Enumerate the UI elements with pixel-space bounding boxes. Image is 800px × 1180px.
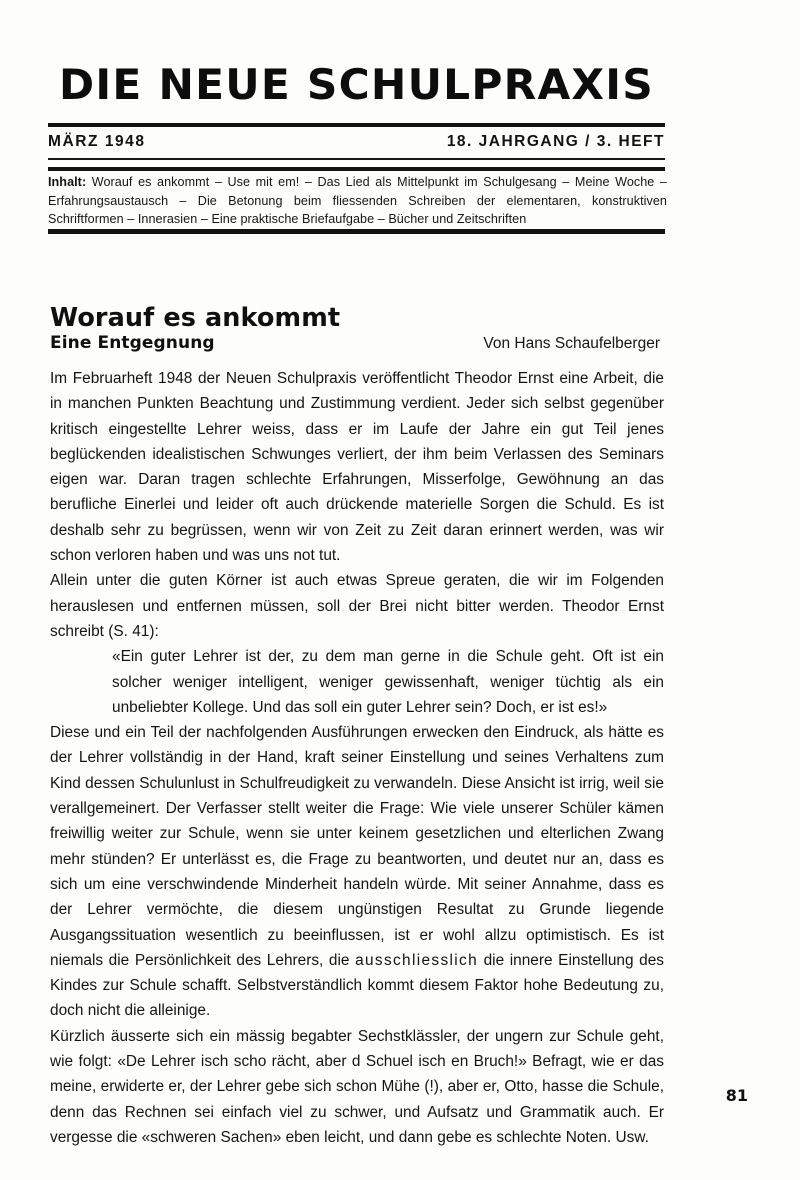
issue-rule-bottom-thin — [48, 158, 665, 160]
page-number: 81 — [725, 1086, 748, 1105]
paragraph-1: Im Februarheft 1948 der Neuen Schulpraxis veröffentlicht Theodor Ernst eine Arbeit, die in manchen Punkten Beachtung und Zustimmung verdient. Jeder sich selbst gegenüber kritisch eingestellte Lehrer weiss, dass er im Laufe der Jahre ein gut Teil jenes beglückenden idealistischen Schwunges verliert, der ihm beim Verlassen des Seminars eigen war. Daran tragen schlechte Erfahrungen, Misserfolge, Gewöhnung an das berufliche Einerlei und leider oft auch drückende materielle Sorgen die Schuld. Es ist deshalb sehr zu begrüssen, wenn wir von Zeit zu Zeit daran erinnert werden, was wir schon verloren haben und was uns not tut. — [50, 370, 664, 565]
paragraph-3 — [50, 720, 664, 1024]
paragraph-3-part-b: die innere Einstellung des Kindes zur Schule schafft. Selbstverständlich kommt diesem Faktor hohe Bedeutung zu, doch nicht die alleinige. — [50, 951, 664, 1020]
contents-label: Inhalt: — [48, 175, 87, 189]
contents-rule-top — [48, 167, 665, 171]
article-subhead-row — [50, 333, 662, 353]
contents-rule-bottom — [48, 229, 665, 234]
issue-volume: 18. JAHRGANG / 3. HEFT — [446, 133, 665, 150]
emphasized-word: ausschliesslich — [355, 951, 478, 969]
article-byline: Von Hans Schaufelberger — [483, 335, 660, 352]
article-subtitle: Eine Entgegnung — [50, 333, 215, 353]
paragraph-4: Kürzlich äusserte sich ein mässig begabter Sechstklässler, der ungern zur Schule geht, wie folgt: «De Lehrer isch scho rächt, aber d Schuel isch en Bruch!» Befragt, wie er das meine, erwiderte er, der Lehrer gebe sich schon Mühe (!), aber er, Otto, hasse die Schule, denn das Rechnen sei einfach viel zu schwer, und Aufsatz und Grammatik auch. Er vergesse die «schweren Sachen» eben leicht, und dann gebe es schlechte Noten. Usw. — [50, 1027, 664, 1146]
paragraph-3-part-a: Diese und ein Teil der nachfolgenden Ausführungen erwecken den Eindruck, als hätte es der Lehrer vollständig in der Hand, kraft seiner Einstellung und seines Verhaltens zum Kind dessen Schulunlust in Schulfreudigkeit zu verwandeln. Diese Ansicht ist irrig, weil sie verallgemeinert. Der Verfasser stellt weiter die Frage: Wie viele unserer Schüler kämen freiwillig weiter zur Schule, wenn sie unter keinem gesetzlichen und elterlichen Zwang mehr stünden? Er unterlässt es, die Frage zu beantworten, und deutet nur an, dass es sich um eine verschwindende Minderheit handeln würde. Mit seiner Annahme, dass es der Lehrer vermöchte, die diesem ungünstigen Resultat zu Grunde liegende Ausgangssituation wesentlich zu beeinflussen, ist er wohl allzu optimistisch. Es ist niemals die Persönlichkeit des Lehrers, die — [50, 724, 664, 969]
block-quotation: «Ein guter Lehrer ist der, zu dem man gerne in die Schule geht. Oft ist ein solcher weniger intelligent, weniger gewissenhaft, weniger tüchtig als ein unbeliebter Kollege. Und das soll ein guter Lehrer sein? Doch, er ist es!» — [112, 648, 664, 716]
article-body — [50, 366, 664, 1150]
journal-title: DIE NEUE SCHULPRAXIS — [59, 60, 654, 109]
issue-date: MÄRZ 1948 — [48, 133, 146, 150]
masthead-rule-top — [48, 123, 665, 127]
masthead — [48, 60, 665, 109]
contents-text: Worauf es ankommt – Use mit em! – Das Lied als Mittelpunkt im Schulgesang – Meine Woche – Erfahrungsaustausch – Die Betonung beim fliessenden Schreiben der elementaren, konstruktiven Schriftformen – Innerasien – Eine praktische Briefaufgabe – Bücher und Zeitschriften — [48, 175, 667, 227]
issue-line — [48, 133, 665, 151]
paragraph-2: Allein unter die guten Körner ist auch etwas Spreue geraten, die wir im Folgenden herauslesen und entfernen müssen, soll der Brei nicht bitter werden. Theodor Ernst schreibt (S. 41): — [50, 572, 664, 640]
table-of-contents — [48, 173, 667, 229]
article-title: Worauf es ankommt — [50, 303, 341, 334]
